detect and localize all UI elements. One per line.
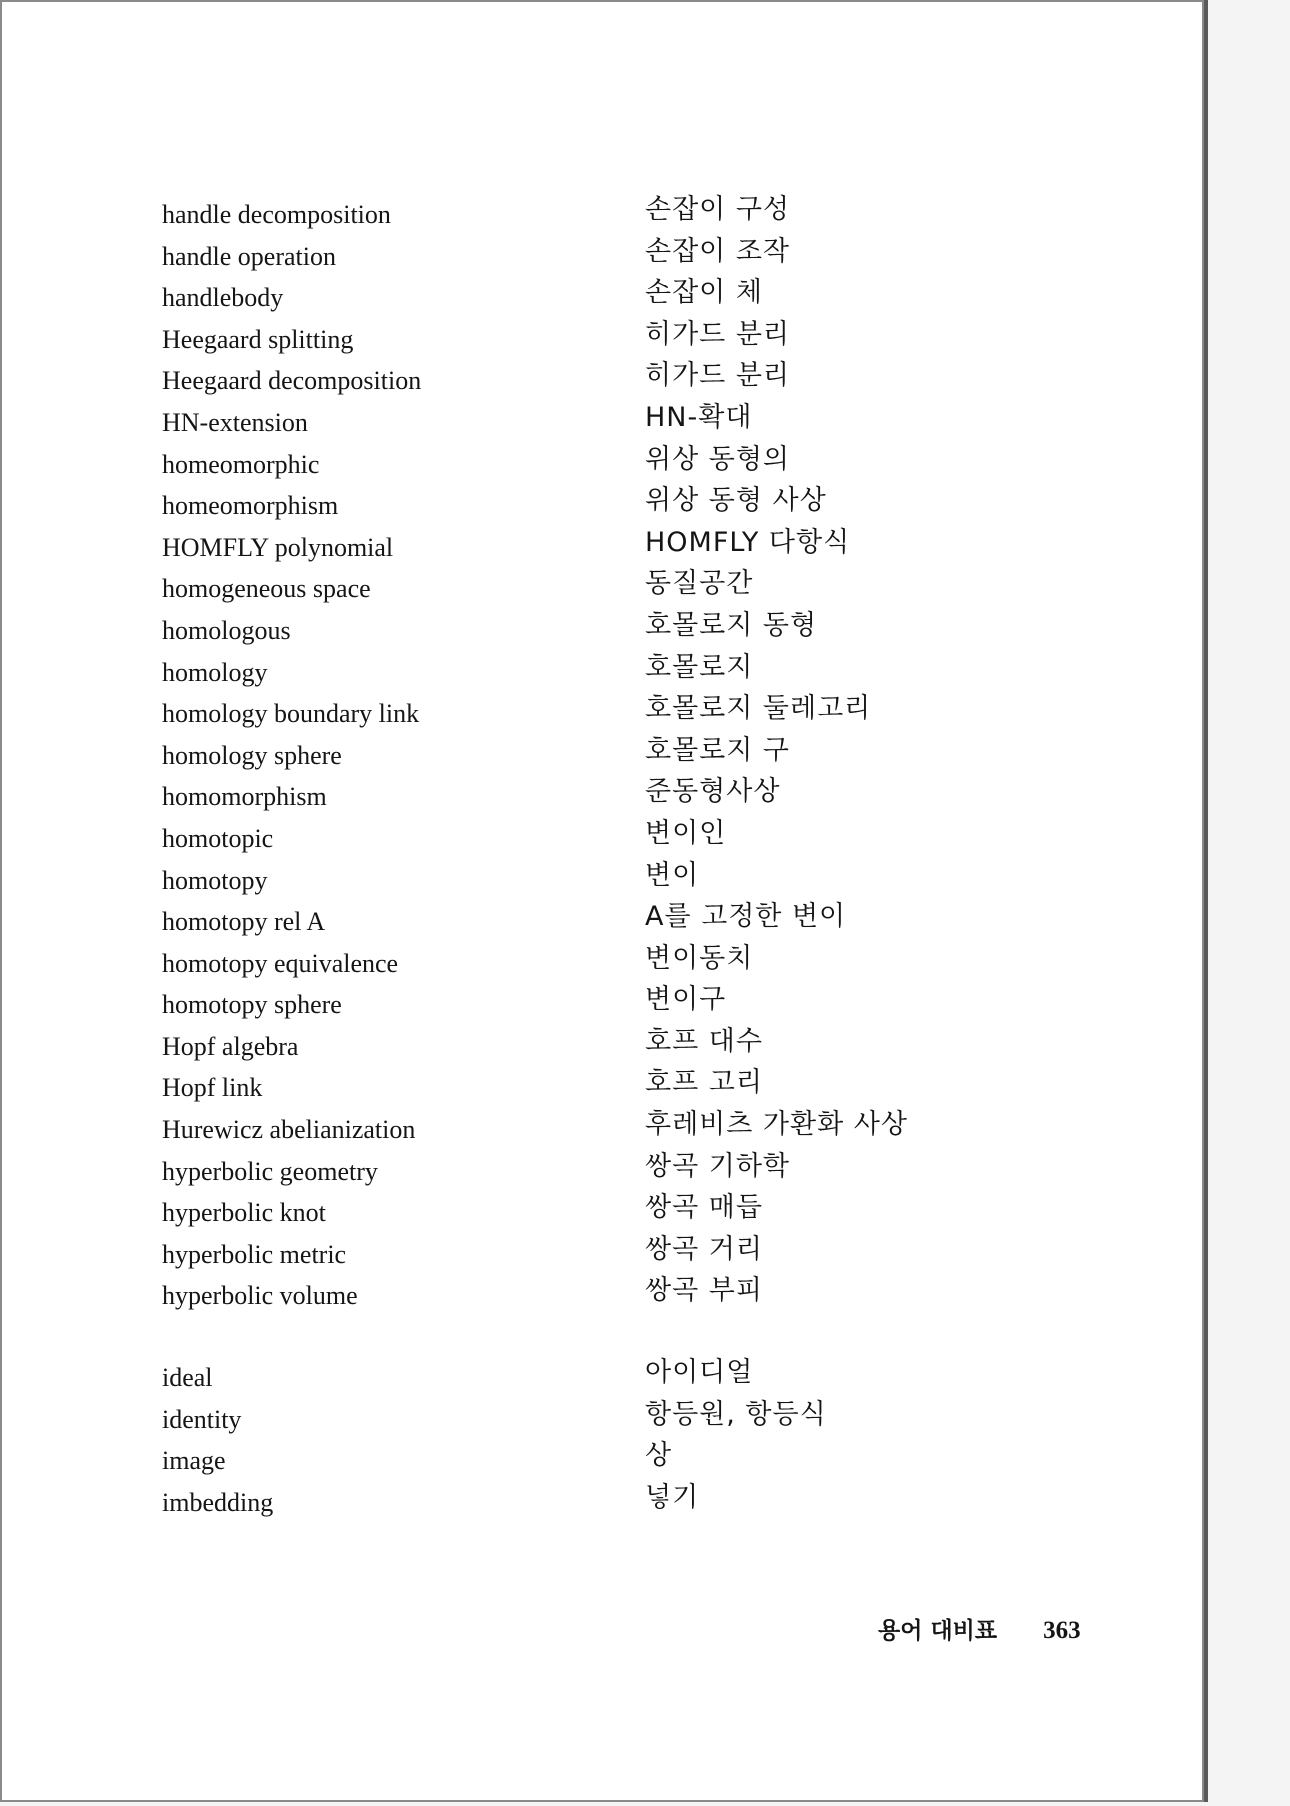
glossary-row (162, 651, 1062, 698)
glossary-row (162, 1150, 1062, 1197)
korean-term: 동질공간 (645, 568, 754, 600)
english-term: homologous (162, 615, 291, 645)
english-term: HOMFLY polynomial (162, 532, 394, 562)
glossary-row (162, 901, 1062, 947)
english-term: homology (162, 657, 268, 687)
english-term: Hopf link (162, 1073, 263, 1103)
english-term: Heegaard decomposition (162, 366, 422, 396)
running-footer-title: 용어 대비표 (878, 1618, 998, 1644)
korean-term: 변이 (645, 859, 700, 891)
glossary-row (162, 693, 1062, 739)
korean-term: 손잡이 조작 (645, 235, 790, 267)
glossary-row (162, 1440, 1062, 1486)
english-term: image (162, 1446, 226, 1476)
glossary-row (162, 942, 1062, 989)
glossary-row (162, 443, 1062, 490)
glossary-row (162, 235, 1062, 282)
glossary-row (162, 817, 1062, 864)
english-term: hyperbolic metric (162, 1239, 347, 1269)
korean-term: 아이디얼 (645, 1357, 754, 1389)
english-term: hyperbolic volume (162, 1281, 358, 1311)
korean-term: 쌍곡 거리 (645, 1233, 763, 1265)
korean-term: 후레비츠 가환화 사상 (645, 1109, 908, 1141)
korean-term: 넣기 (645, 1481, 700, 1513)
glossary-row (162, 277, 1062, 323)
english-term: handle operation (162, 241, 336, 271)
korean-term: 호몰로지 둘레고리 (645, 693, 872, 725)
korean-term: 쌍곡 매듭 (645, 1192, 763, 1224)
korean-term: 변이동치 (645, 942, 754, 974)
korean-term: 호프 고리 (645, 1067, 763, 1099)
korean-term: HN-확대 (645, 401, 753, 433)
english-term: HN-extension (162, 407, 308, 437)
glossary-row (162, 1275, 1062, 1321)
korean-term: 준동형사상 (645, 776, 781, 808)
korean-term: A를 고정한 변이 (645, 901, 847, 933)
korean-term: 상 (645, 1440, 673, 1472)
glossary-row (162, 194, 1062, 240)
english-term: homeomorphism (162, 491, 339, 521)
glossary-row (162, 1357, 1062, 1403)
glossary-row (162, 1398, 1062, 1445)
glossary-row (162, 1233, 1062, 1280)
korean-term: 호몰로지 동형 (645, 609, 818, 641)
english-term: homotopy sphere (162, 990, 342, 1020)
english-term: imbedding (162, 1487, 274, 1517)
korean-term: 쌍곡 부피 (645, 1275, 763, 1307)
english-term: homology sphere (162, 740, 342, 770)
english-term: handle decomposition (162, 200, 391, 229)
english-term: homology boundary link (162, 699, 420, 729)
korean-term: 쌍곡 기하학 (645, 1150, 790, 1182)
english-term: homotopic (162, 823, 274, 853)
page-number: 363 (1043, 1617, 1081, 1644)
korean-term: 위상 동형 사상 (645, 485, 827, 517)
english-term: Heegaard splitting (162, 324, 354, 354)
english-term: handlebody (162, 283, 284, 313)
glossary-row (162, 1025, 1062, 1072)
page-edge-shadow (1204, 0, 1208, 1802)
english-term: homotopy equivalence (162, 948, 399, 978)
korean-term: 변이인 (645, 817, 727, 849)
glossary-row (162, 360, 1062, 406)
glossary-row (162, 401, 1062, 448)
english-term: homeomorphic (162, 449, 320, 479)
page-footer (878, 1612, 1081, 1645)
korean-term: 변이구 (645, 984, 727, 1016)
glossary-row (162, 776, 1062, 822)
glossary-row (162, 984, 1062, 1030)
glossary-row (162, 859, 1062, 906)
english-term: homotopy (162, 865, 268, 895)
english-term: hyperbolic geometry (162, 1156, 378, 1186)
english-term: hyperbolic knot (162, 1198, 326, 1228)
glossary-row (162, 609, 1062, 656)
korean-term: 위상 동형의 (645, 443, 790, 475)
glossary-row (162, 1109, 1062, 1155)
english-term: ideal (162, 1363, 213, 1393)
korean-term: 호프 대수 (645, 1025, 763, 1057)
english-term: Hurewicz abelianization (162, 1115, 416, 1145)
english-term: homogeneous space (162, 574, 371, 604)
korean-term: 항등원, 항등식 (645, 1398, 827, 1430)
glossary-row (162, 318, 1062, 365)
korean-term: HOMFLY 다항식 (645, 526, 851, 558)
glossary-row (162, 526, 1062, 573)
glossary-row (162, 485, 1062, 531)
glossary-row (162, 734, 1062, 781)
korean-term: 히가드 분리 (645, 360, 790, 392)
glossary-list (162, 194, 1062, 1527)
glossary-row (162, 1481, 1062, 1528)
korean-term: 호몰로지 구 (645, 734, 790, 766)
korean-term: 히가드 분리 (645, 318, 790, 350)
glossary-row (162, 1192, 1062, 1238)
korean-term: 손잡이 체 (645, 277, 763, 309)
glossary-row (162, 568, 1062, 614)
english-term: identity (162, 1404, 242, 1434)
glossary-row (162, 1067, 1062, 1113)
english-term: homomorphism (162, 782, 327, 812)
korean-term: 호몰로지 (645, 651, 754, 683)
english-term: Hopf algebra (162, 1031, 299, 1061)
korean-term: 손잡이 구성 (645, 194, 790, 225)
english-term: homotopy rel A (162, 907, 326, 937)
